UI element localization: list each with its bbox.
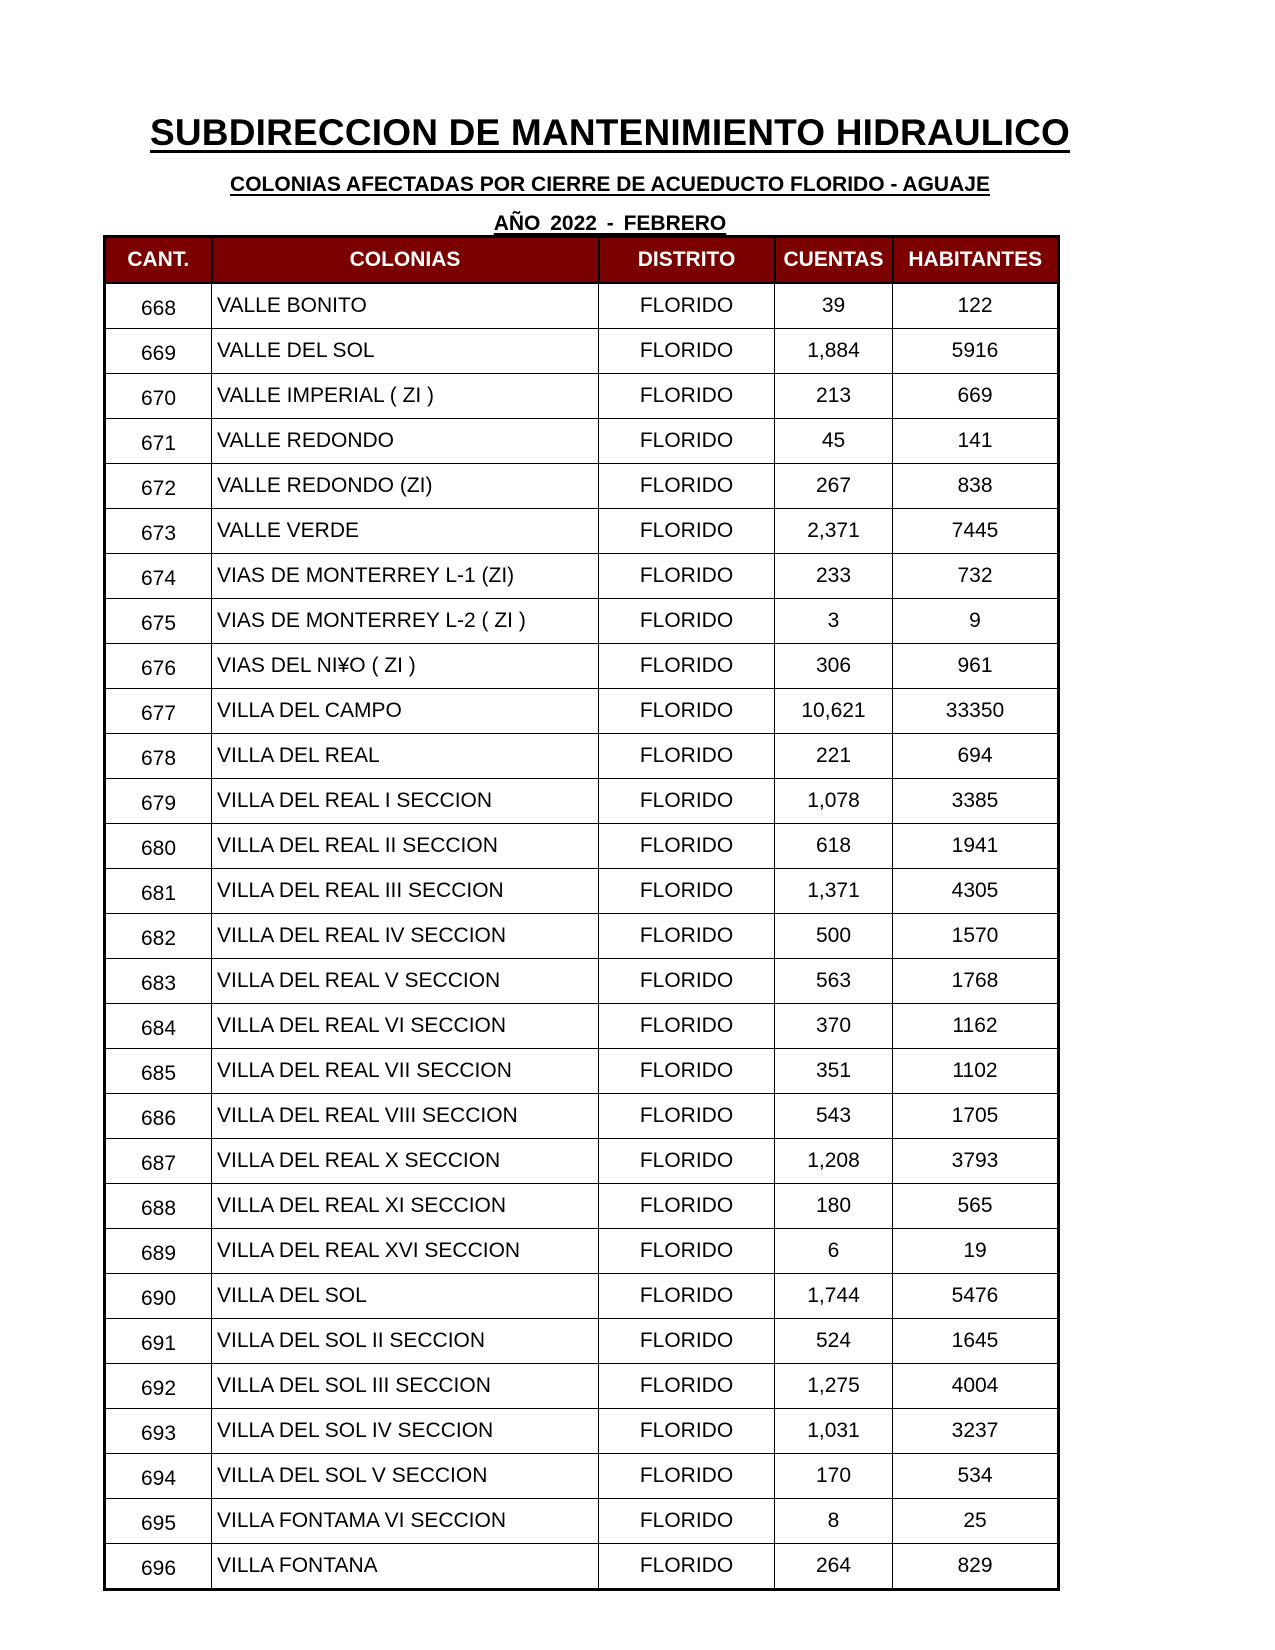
- table-row: [105, 1049, 1059, 1094]
- distrito-cell: FLORIDO: [599, 599, 775, 644]
- header-distrito: DISTRITO: [599, 237, 775, 284]
- colonia-cell: VILLA DEL REAL VI SECCION: [212, 1004, 599, 1049]
- table-row: [105, 1229, 1059, 1274]
- colonia-cell: VILLA DEL REAL VII SECCION: [212, 1049, 599, 1094]
- table-row: [105, 1319, 1059, 1364]
- table-row: [105, 1004, 1059, 1049]
- colonia-cell: VILLA DEL REAL III SECCION: [212, 869, 599, 914]
- cuentas-cell: 306: [775, 644, 893, 689]
- table-row: [105, 554, 1059, 599]
- habitantes-cell: 534: [893, 1454, 1059, 1499]
- colonia-cell: VILLA DEL SOL III SECCION: [212, 1364, 599, 1409]
- cant-cell: 694: [105, 1454, 212, 1499]
- colonia-cell: VALLE DEL SOL: [212, 329, 599, 374]
- distrito-cell: FLORIDO: [599, 554, 775, 599]
- distrito-cell: FLORIDO: [599, 1454, 775, 1499]
- distrito-cell: FLORIDO: [599, 1364, 775, 1409]
- cant-cell: 669: [105, 329, 212, 374]
- cant-cell: 673: [105, 509, 212, 554]
- habitantes-cell: 4004: [893, 1364, 1059, 1409]
- distrito-cell: FLORIDO: [599, 1049, 775, 1094]
- cant-cell: 682: [105, 914, 212, 959]
- colonia-cell: VILLA DEL REAL: [212, 734, 599, 779]
- header-cant: CANT.: [105, 237, 212, 284]
- habitantes-cell: 732: [893, 554, 1059, 599]
- table-row: [105, 1409, 1059, 1454]
- colonia-cell: VIAS DEL NI¥O ( ZI ): [212, 644, 599, 689]
- habitantes-cell: 1162: [893, 1004, 1059, 1049]
- habitantes-cell: 669: [893, 374, 1059, 419]
- cant-cell: 691: [105, 1319, 212, 1364]
- habitantes-cell: 5476: [893, 1274, 1059, 1319]
- colonia-cell: VALLE REDONDO (ZI): [212, 464, 599, 509]
- cuentas-cell: 1,031: [775, 1409, 893, 1454]
- distrito-cell: FLORIDO: [599, 869, 775, 914]
- table-row: [105, 959, 1059, 1004]
- distrito-cell: FLORIDO: [599, 283, 775, 329]
- colonia-cell: VIAS DE MONTERREY L-2 ( ZI ): [212, 599, 599, 644]
- table-row: [105, 1544, 1059, 1590]
- cant-cell: 688: [105, 1184, 212, 1229]
- cuentas-cell: 1,275: [775, 1364, 893, 1409]
- table-row: [105, 283, 1059, 329]
- habitantes-cell: 5916: [893, 329, 1059, 374]
- cant-cell: 681: [105, 869, 212, 914]
- cant-cell: 696: [105, 1544, 212, 1590]
- table-row: [105, 509, 1059, 554]
- cuentas-cell: 233: [775, 554, 893, 599]
- colonia-cell: VILLA DEL CAMPO: [212, 689, 599, 734]
- colonia-cell: VALLE VERDE: [212, 509, 599, 554]
- habitantes-cell: 3237: [893, 1409, 1059, 1454]
- cuentas-cell: 500: [775, 914, 893, 959]
- cant-cell: 678: [105, 734, 212, 779]
- habitantes-cell: 961: [893, 644, 1059, 689]
- cant-cell: 680: [105, 824, 212, 869]
- distrito-cell: FLORIDO: [599, 1004, 775, 1049]
- cuentas-cell: 618: [775, 824, 893, 869]
- distrito-cell: FLORIDO: [599, 779, 775, 824]
- table-row: [105, 914, 1059, 959]
- distrito-cell: FLORIDO: [599, 1319, 775, 1364]
- distrito-cell: FLORIDO: [599, 959, 775, 1004]
- table-row: [105, 464, 1059, 509]
- document-period: AÑO 2022 - FEBRERO: [493, 212, 727, 235]
- cant-cell: 679: [105, 779, 212, 824]
- cant-cell: 676: [105, 644, 212, 689]
- distrito-cell: FLORIDO: [599, 734, 775, 779]
- table-row: [105, 1274, 1059, 1319]
- distrito-cell: FLORIDO: [599, 1499, 775, 1544]
- table-body: [105, 283, 1059, 1590]
- habitantes-cell: 1645: [893, 1319, 1059, 1364]
- distrito-cell: FLORIDO: [599, 644, 775, 689]
- cant-cell: 670: [105, 374, 212, 419]
- table-row: [105, 329, 1059, 374]
- header-cuentas: CUENTAS: [775, 237, 893, 284]
- distrito-cell: FLORIDO: [599, 509, 775, 554]
- cant-cell: 692: [105, 1364, 212, 1409]
- habitantes-cell: 1768: [893, 959, 1059, 1004]
- cuentas-cell: 2,371: [775, 509, 893, 554]
- document-subtitle: COLONIAS AFECTADAS POR CIERRE DE ACUEDUCTO FLORIDO - AGUAJE: [230, 173, 990, 196]
- colonia-cell: VALLE REDONDO: [212, 419, 599, 464]
- cuentas-cell: 1,884: [775, 329, 893, 374]
- cant-cell: 686: [105, 1094, 212, 1139]
- table-header-row: [105, 237, 1059, 284]
- cuentas-cell: 370: [775, 1004, 893, 1049]
- cant-cell: 684: [105, 1004, 212, 1049]
- cant-cell: 668: [105, 283, 212, 329]
- distrito-cell: FLORIDO: [599, 1094, 775, 1139]
- habitantes-cell: 141: [893, 419, 1059, 464]
- cant-cell: 683: [105, 959, 212, 1004]
- colonia-cell: VILLA DEL REAL II SECCION: [212, 824, 599, 869]
- cuentas-cell: 170: [775, 1454, 893, 1499]
- cant-cell: 671: [105, 419, 212, 464]
- colonia-cell: VILLA DEL REAL X SECCION: [212, 1139, 599, 1184]
- table-row: [105, 1454, 1059, 1499]
- cuentas-cell: 1,371: [775, 869, 893, 914]
- distrito-cell: FLORIDO: [599, 1409, 775, 1454]
- colonia-cell: VILLA FONTANA: [212, 1544, 599, 1590]
- cuentas-cell: 1,744: [775, 1274, 893, 1319]
- habitantes-cell: 9: [893, 599, 1059, 644]
- cuentas-cell: 1,078: [775, 779, 893, 824]
- table-row: [105, 1364, 1059, 1409]
- cuentas-cell: 264: [775, 1544, 893, 1590]
- cant-cell: 672: [105, 464, 212, 509]
- habitantes-cell: 838: [893, 464, 1059, 509]
- habitantes-cell: 1102: [893, 1049, 1059, 1094]
- colonia-cell: VILLA DEL REAL VIII SECCION: [212, 1094, 599, 1139]
- habitantes-cell: 3385: [893, 779, 1059, 824]
- colonia-cell: VILLA DEL SOL II SECCION: [212, 1319, 599, 1364]
- colonia-cell: VILLA DEL REAL IV SECCION: [212, 914, 599, 959]
- colonia-cell: VILLA DEL REAL XI SECCION: [212, 1184, 599, 1229]
- document-title: SUBDIRECCION DE MANTENIMIENTO HIDRAULICO: [150, 112, 1070, 153]
- colonia-cell: VILLA DEL REAL V SECCION: [212, 959, 599, 1004]
- cuentas-cell: 221: [775, 734, 893, 779]
- habitantes-cell: 694: [893, 734, 1059, 779]
- cant-cell: 687: [105, 1139, 212, 1184]
- colonia-cell: VILLA DEL SOL: [212, 1274, 599, 1319]
- cuentas-cell: 563: [775, 959, 893, 1004]
- cuentas-cell: 8: [775, 1499, 893, 1544]
- habitantes-cell: 829: [893, 1544, 1059, 1590]
- table-row: [105, 689, 1059, 734]
- habitantes-cell: 25: [893, 1499, 1059, 1544]
- cant-cell: 674: [105, 554, 212, 599]
- table-row: [105, 374, 1059, 419]
- distrito-cell: FLORIDO: [599, 1184, 775, 1229]
- cant-cell: 690: [105, 1274, 212, 1319]
- cant-cell: 689: [105, 1229, 212, 1274]
- cant-cell: 693: [105, 1409, 212, 1454]
- cuentas-cell: 351: [775, 1049, 893, 1094]
- colonia-cell: VILLA FONTAMA VI SECCION: [212, 1499, 599, 1544]
- colonia-cell: VIAS DE MONTERREY L-1 (ZI): [212, 554, 599, 599]
- distrito-cell: FLORIDO: [599, 329, 775, 374]
- habitantes-cell: 4305: [893, 869, 1059, 914]
- cuentas-cell: 45: [775, 419, 893, 464]
- table-row: [105, 1139, 1059, 1184]
- habitantes-cell: 1705: [893, 1094, 1059, 1139]
- cant-cell: 685: [105, 1049, 212, 1094]
- habitantes-cell: 565: [893, 1184, 1059, 1229]
- distrito-cell: FLORIDO: [599, 1274, 775, 1319]
- cuentas-cell: 213: [775, 374, 893, 419]
- table-row: [105, 869, 1059, 914]
- habitantes-cell: 3793: [893, 1139, 1059, 1184]
- habitantes-cell: 33350: [893, 689, 1059, 734]
- colonia-cell: VILLA DEL REAL I SECCION: [212, 779, 599, 824]
- distrito-cell: FLORIDO: [599, 419, 775, 464]
- table-row: [105, 734, 1059, 779]
- colonia-cell: VALLE IMPERIAL ( ZI ): [212, 374, 599, 419]
- colonia-cell: VALLE BONITO: [212, 283, 599, 329]
- cuentas-cell: 543: [775, 1094, 893, 1139]
- distrito-cell: FLORIDO: [599, 914, 775, 959]
- habitantes-cell: 122: [893, 283, 1059, 329]
- distrito-cell: FLORIDO: [599, 689, 775, 734]
- colonia-cell: VILLA DEL SOL V SECCION: [212, 1454, 599, 1499]
- distrito-cell: FLORIDO: [599, 824, 775, 869]
- table-row: [105, 779, 1059, 824]
- header-colonias: COLONIAS: [212, 237, 599, 284]
- cuentas-cell: 39: [775, 283, 893, 329]
- distrito-cell: FLORIDO: [599, 1139, 775, 1184]
- table-row: [105, 419, 1059, 464]
- header-habitantes: HABITANTES: [893, 237, 1059, 284]
- cuentas-cell: 6: [775, 1229, 893, 1274]
- cuentas-cell: 10,621: [775, 689, 893, 734]
- colonias-table: [103, 235, 1060, 1591]
- distrito-cell: FLORIDO: [599, 464, 775, 509]
- cant-cell: 677: [105, 689, 212, 734]
- cuentas-cell: 524: [775, 1319, 893, 1364]
- distrito-cell: FLORIDO: [599, 1544, 775, 1590]
- cant-cell: 695: [105, 1499, 212, 1544]
- table-row: [105, 1094, 1059, 1139]
- cant-cell: 675: [105, 599, 212, 644]
- cuentas-cell: 180: [775, 1184, 893, 1229]
- habitantes-cell: 19: [893, 1229, 1059, 1274]
- colonia-cell: VILLA DEL REAL XVI SECCION: [212, 1229, 599, 1274]
- distrito-cell: FLORIDO: [599, 374, 775, 419]
- distrito-cell: FLORIDO: [599, 1229, 775, 1274]
- cuentas-cell: 3: [775, 599, 893, 644]
- habitantes-cell: 1570: [893, 914, 1059, 959]
- cuentas-cell: 1,208: [775, 1139, 893, 1184]
- table-row: [105, 1184, 1059, 1229]
- table-row: [105, 824, 1059, 869]
- colonia-cell: VILLA DEL SOL IV SECCION: [212, 1409, 599, 1454]
- table-row: [105, 644, 1059, 689]
- cuentas-cell: 267: [775, 464, 893, 509]
- table-row: [105, 599, 1059, 644]
- table-row: [105, 1499, 1059, 1544]
- habitantes-cell: 1941: [893, 824, 1059, 869]
- habitantes-cell: 7445: [893, 509, 1059, 554]
